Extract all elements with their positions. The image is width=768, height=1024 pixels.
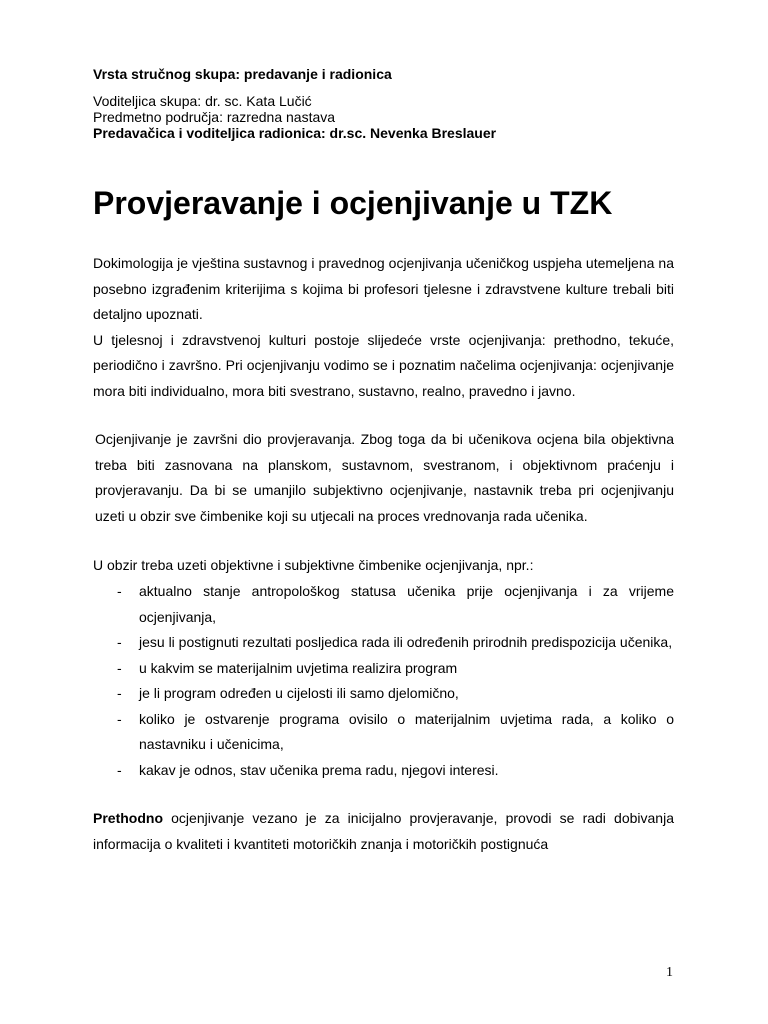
list-item [93, 681, 674, 707]
paragraph-body: ocjenjivanje vezano je za inicijalno provjeravanje, provodi se radi dobivanja informacija o kvaliteti i kvantiteti motoričkih znanja i motoričkih postignuća [93, 810, 674, 852]
lecturer: Predavačica i voditeljica radionica: dr.sc. Nevenka Breslauer [93, 125, 497, 141]
bullet-marker: - [117, 583, 122, 599]
paragraph-intro: Dokimologija je vještina sustavnog i pravednog ocjenjivanja učeničkog uspjeha utemeljena na posebno izgrađenim kriterijima s kojima bi profesori tjelesne i zdravstvene kulture trebali biti detaljno upoznati. [93, 255, 674, 322]
list-item-text: kakav je odnos, stav učenika prema radu, njegovi interesi. [139, 761, 499, 778]
meeting-leader: Voditeljica skupa: dr. sc. Kata Lučić [93, 93, 312, 109]
bullet-marker: - [117, 685, 122, 701]
page-number: 1 [666, 965, 673, 980]
paragraph-preliminary [93, 806, 674, 857]
list-item [93, 630, 674, 656]
paragraph-grading: Ocjenjivanje je završni dio provjeravanja. Zbog toga da bi učenikova ocjena bila objektivna treba biti zasnovana na planskom, sustavnom, svestranom, i objektivnom praćenju i provjeravanju. Da bi se umanjilo subjektivno ocjenjivanje, nastavnik treba pri ocjenjivanju uzeti u obzir sve čimbenike koji su utjecali na proces vrednovanja rada učenika. [95, 431, 674, 524]
list-item [93, 656, 674, 682]
meeting-type: Vrsta stručnog skupa: predavanje i radionica [93, 66, 392, 82]
bullet-marker: - [117, 659, 122, 676]
subject-area: Predmetno područja: razredna nastava [93, 109, 336, 125]
list-item-text: je li program određen u cijelosti ili samo djelomično, [139, 685, 459, 701]
list-item [93, 707, 674, 758]
bullet-marker: - [117, 710, 122, 727]
paragraph-types: U tjelesnoj i zdravstvenoj kulturi postoje slijedeće vrste ocjenjivanja: prethodno, tekuće, periodično i završno. Pri ocjenjivanju vodimo se i poznatim načelima ocjenjivanja: ocjenjivanje mora biti individualno, mora biti svestrano, sustavno, realno, pravedno i javno. [93, 331, 674, 399]
list-item-text: jesu li postignuti rezultati posljedica rada ili određenih prirodnih predispozicija učenika, [139, 634, 673, 650]
paragraph-lead-word: Prethodno [93, 810, 163, 826]
list-item-text: u kakvim se materijalnim uvjetima realizira program [139, 659, 458, 676]
list-item [93, 758, 674, 784]
list-item [93, 579, 674, 630]
bullet-marker: - [117, 634, 122, 650]
factors-list [93, 579, 674, 783]
list-item-text: koliko je ostvarenje programa ovisilo o materijalnim uvjetima rada, a koliko o nastavniku i učenicima, [139, 710, 674, 752]
list-item-text: aktualno stanje antropološkog statusa učenika prije ocjenjivanja i za vrijeme ocjenjivanja, [139, 583, 674, 625]
bullet-marker: - [117, 761, 122, 778]
page-title: Provjeravanje i ocjenjivanje u TZK [93, 185, 613, 221]
paragraph-factors: U obzir treba uzeti objektivne i subjektivne čimbenike ocjenjivanja, npr.: [93, 557, 534, 573]
